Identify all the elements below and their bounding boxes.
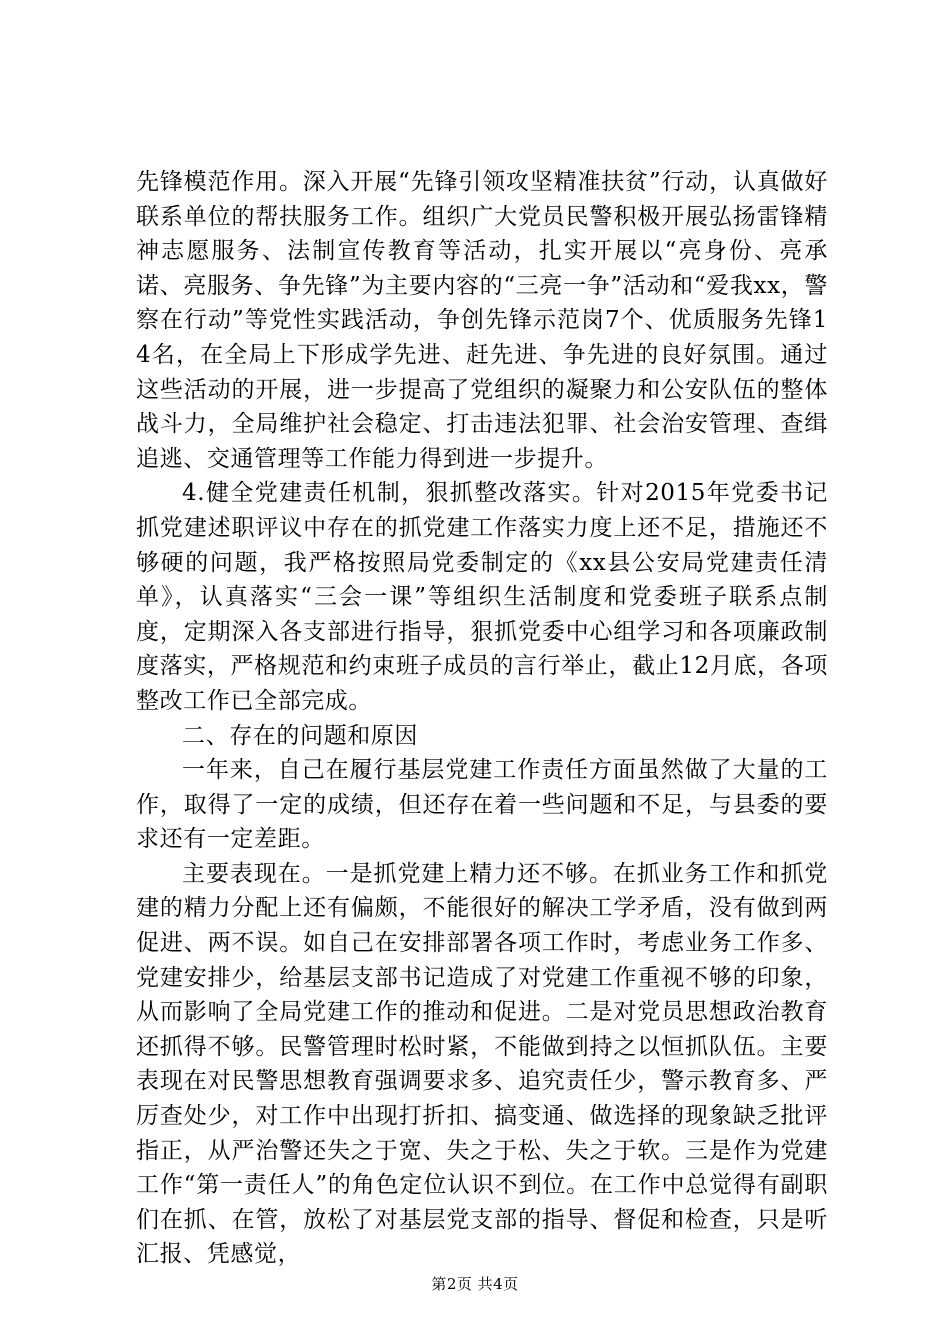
document-body [136, 165, 828, 1272]
page-footer: 第2页 共4页 [431, 1275, 519, 1293]
section-heading: 二、存在的问题和原因 [182, 722, 418, 749]
paragraph-item-4: 4.健全党建责任机制，狠抓整改落实。针对2015年党委书记抓党建述职评议中存在的抓党建工作落实力度上还不足，措施还不够硬的问题，我严格按照局党委制定的《xx县公安局党建责任清单》，认真落实“三会一课”等组织生活制度和党委班子联系点制度，定期深入各支部进行指导，狠抓党委中心组学习和各项廉政制度落实，严格规范和约束班子成员的言行举止，截止12月底，各项整改工作已全部完成。 [136, 480, 828, 714]
paragraph-summary: 一年来，自己在履行基层党建工作责任方面虽然做了大量的工作，取得了一定的成绩，但还存在着一些问题和不足，与县委的要求还有一定差距。 [136, 757, 828, 853]
paragraph-continuation: 先锋模范作用。深入开展“先锋引领攻坚精准扶贫”行动，认真做好联系单位的帮扶服务工作。组织广大党员民警积极开展弘扬雷锋精神志愿服务、法制宣传教育等活动，扎实开展以“亮身份、亮承诺、亮服务、争先锋”为主要内容的“三亮一争”活动和“爱我xx，警察在行动”等党性实践活动，争创先锋示范岗7个、优质服务先锋14名，在全局上下形成学先进、赶先进、争先进的良好氛围。通过这些活动的开展，进一步提高了党组织的凝聚力和公安队伍的整体战斗力，全局维护社会稳定、打击违法犯罪、社会治安管理、查缉追逃、交通管理等工作能力得到进一步提升。 [136, 169, 828, 472]
paragraph-problems: 主要表现在。一是抓党建上精力还不够。在抓业务工作和抓党建的精力分配上还有偏颇，不能很好的解决工学矛盾，没有做到两促进、两不误。如自己在安排部署各项工作时，考虑业务工作多、党建安排少，给基层支部书记造成了对党建工作重视不够的印象，从而影响了全局党建工作的推动和促进。二是对党员思想政治教育还抓得不够。民警管理时松时紧，不能做到持之以恒抓队伍。主要表现在对民警思想教育强调要求多、追究责任少，警示教育多、严厉查处少，对工作中出现打折扣、搞变通、做选择的现象缺乏批评指正，从严治警还失之于宽、失之于松、失之于软。三是作为党建工作“第一责任人”的角色定位认识不到位。在工作中总觉得有副职们在抓、在管，放松了对基层党支部的指导、督促和检查，只是听汇报、凭感觉， [136, 860, 828, 1268]
